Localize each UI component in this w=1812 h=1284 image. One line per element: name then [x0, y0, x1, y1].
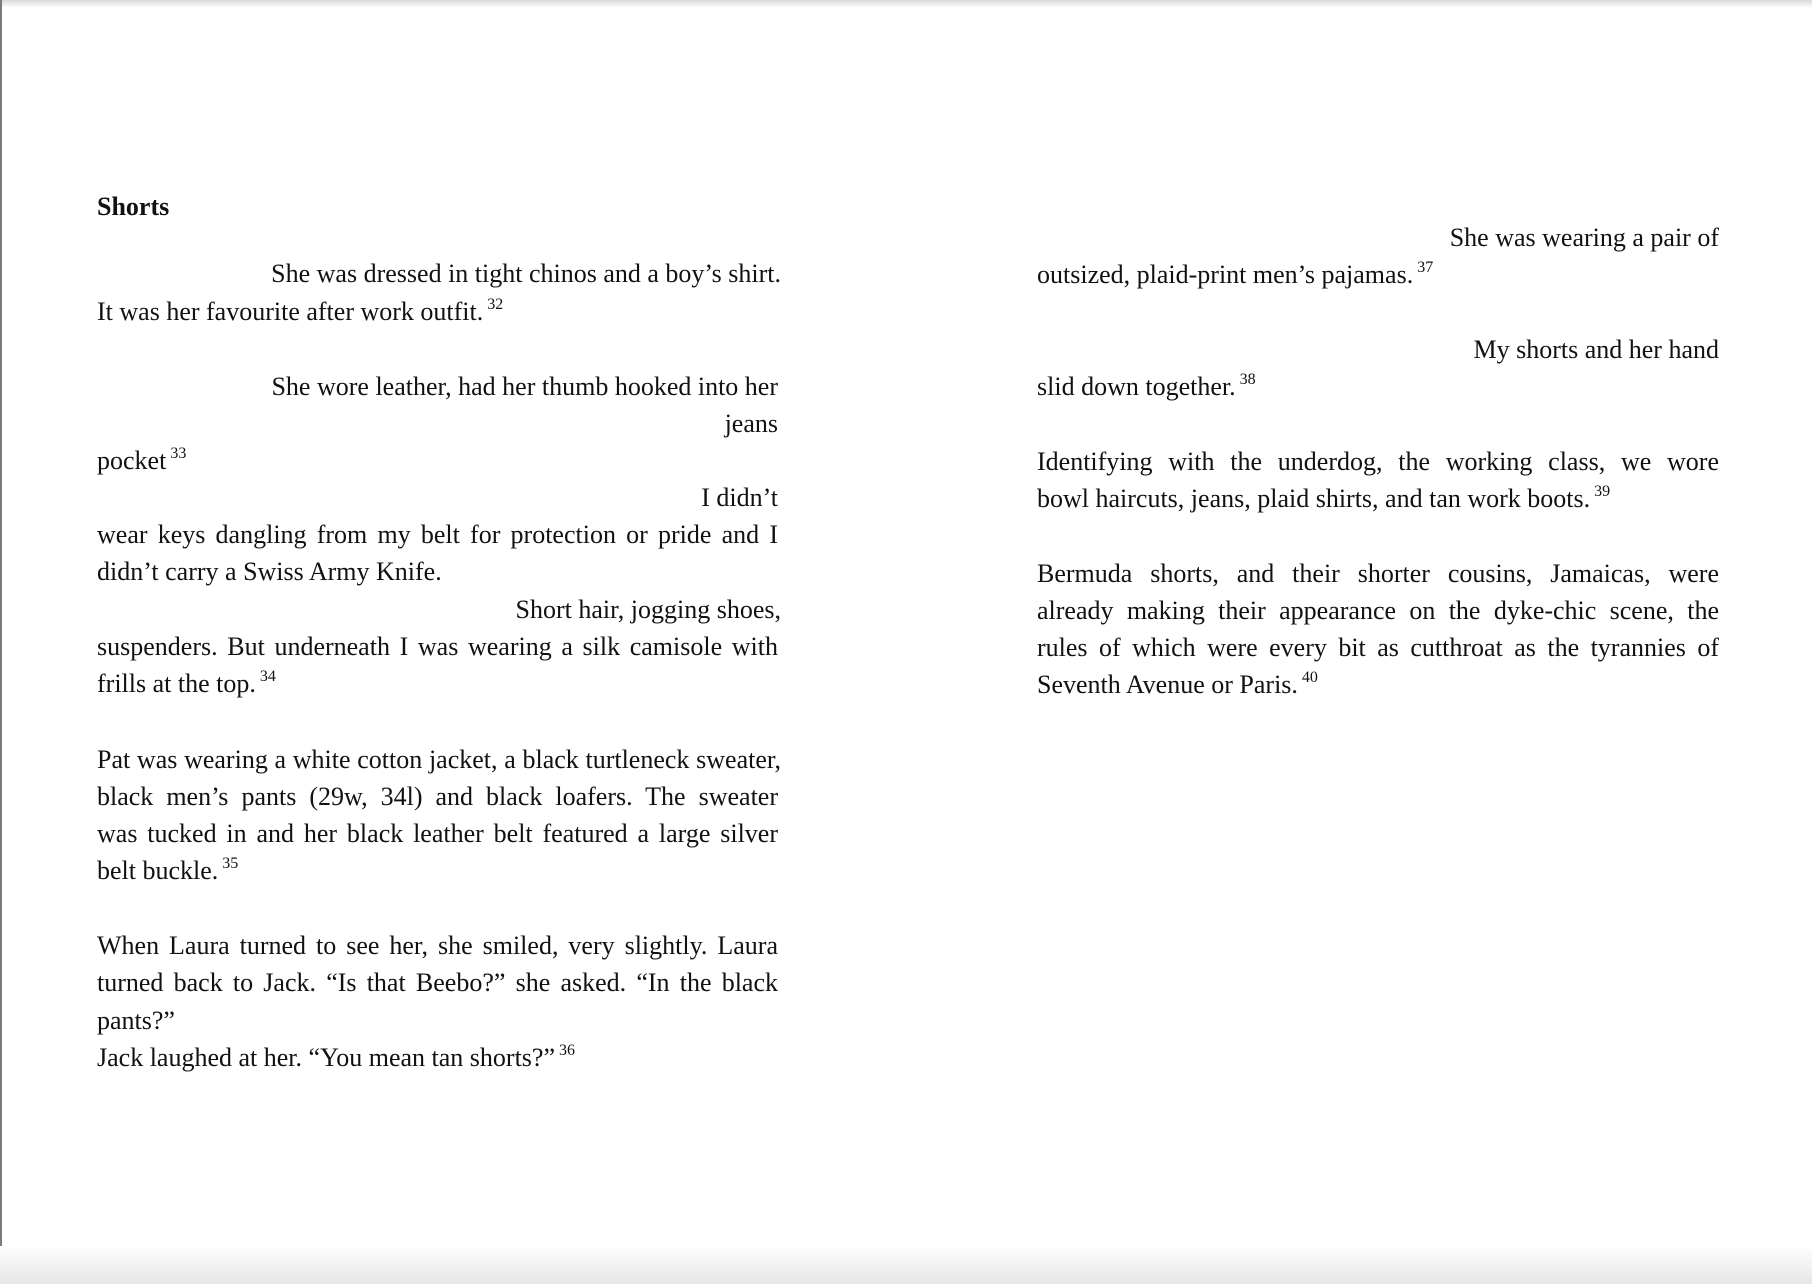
text-line: was tucked in and her black leather belt featured a large silver — [97, 819, 778, 848]
text-line: She was wearing a pair of — [1449, 223, 1719, 252]
text-line: My shorts and her hand — [1473, 335, 1719, 364]
page-bottom-shadow — [0, 1246, 1812, 1284]
text-line: black men’s pants (29w, 34l) and black loafers. The sweater — [97, 782, 778, 811]
text-line: She was dressed in tight chinos and a boy’s shirt. — [271, 259, 781, 288]
text-line: didn’t carry a Swiss Army Knife. — [97, 557, 442, 586]
footnote-marker[interactable]: 36 — [559, 1042, 576, 1059]
text-line: wear keys dangling from my belt for protection or pride and I — [97, 520, 778, 549]
text-line: turned back to Jack. “Is that Beebo?” she asked. “In the black — [97, 968, 778, 997]
page-left-edge — [0, 0, 2, 1284]
text-line: pocket $^{33}$ — [97, 445, 187, 475]
text-line: jeans — [724, 409, 778, 438]
page-top-shadow — [0, 0, 1812, 8]
text-line: Identifying with the underdog, the working class, we wore — [1037, 447, 1719, 476]
footnote-marker[interactable]: 39 — [1594, 483, 1611, 500]
footnote-marker[interactable]: 37 — [1417, 259, 1434, 276]
text-line: frills at the top. $^{34}$ — [97, 668, 276, 698]
text-line: She wore leather, had her thumb hooked into her — [271, 372, 778, 401]
text-line: When Laura turned to see her, she smiled, very slightly. Laura — [97, 931, 778, 960]
text-line: suspenders. But underneath I was wearing a silk camisole with — [97, 632, 778, 661]
text-line: Bermuda shorts, and their shorter cousins, Jamaicas, were — [1037, 559, 1719, 588]
text-line: belt buckle. $^{35}$ — [97, 855, 239, 885]
text-line: bowl haircuts, jeans, plaid shirts, and tan work boots. $^{39}$ — [1037, 483, 1611, 513]
text-line: Short hair, jogging shoes, — [515, 595, 781, 624]
text-line: Seventh Avenue or Paris. $^{40}$ — [1037, 669, 1318, 699]
footnote-marker[interactable]: 34 — [259, 668, 276, 685]
text-line: Jack laughed at her. “You mean tan shorts?” $^{36}$ — [97, 1042, 576, 1072]
footnote-marker[interactable]: 40 — [1301, 669, 1318, 686]
footnote-marker[interactable]: 35 — [222, 855, 239, 872]
text-line: Pat was wearing a white cotton jacket, a black turtleneck sweater, — [97, 745, 781, 774]
section-heading: Shorts — [97, 192, 170, 221]
text-line: pants?” — [97, 1006, 175, 1035]
text-line: outsized, plaid-print men’s pajamas. $^{37}$ — [1037, 259, 1434, 289]
text-line: already making their appearance on the dyke-chic scene, the — [1037, 596, 1719, 625]
footnote-marker[interactable]: 32 — [487, 296, 504, 313]
text-line: slid down together. $^{38}$ — [1037, 371, 1256, 401]
footnote-marker[interactable]: 33 — [170, 445, 187, 462]
text-line: rules of which were every bit as cutthroat as the tyrannies of — [1037, 633, 1719, 662]
text-line: I didn’t — [701, 483, 778, 512]
text-line: It was her favourite after work outfit. $^{32}$ — [97, 296, 504, 326]
footnote-marker[interactable]: 38 — [1239, 371, 1256, 388]
